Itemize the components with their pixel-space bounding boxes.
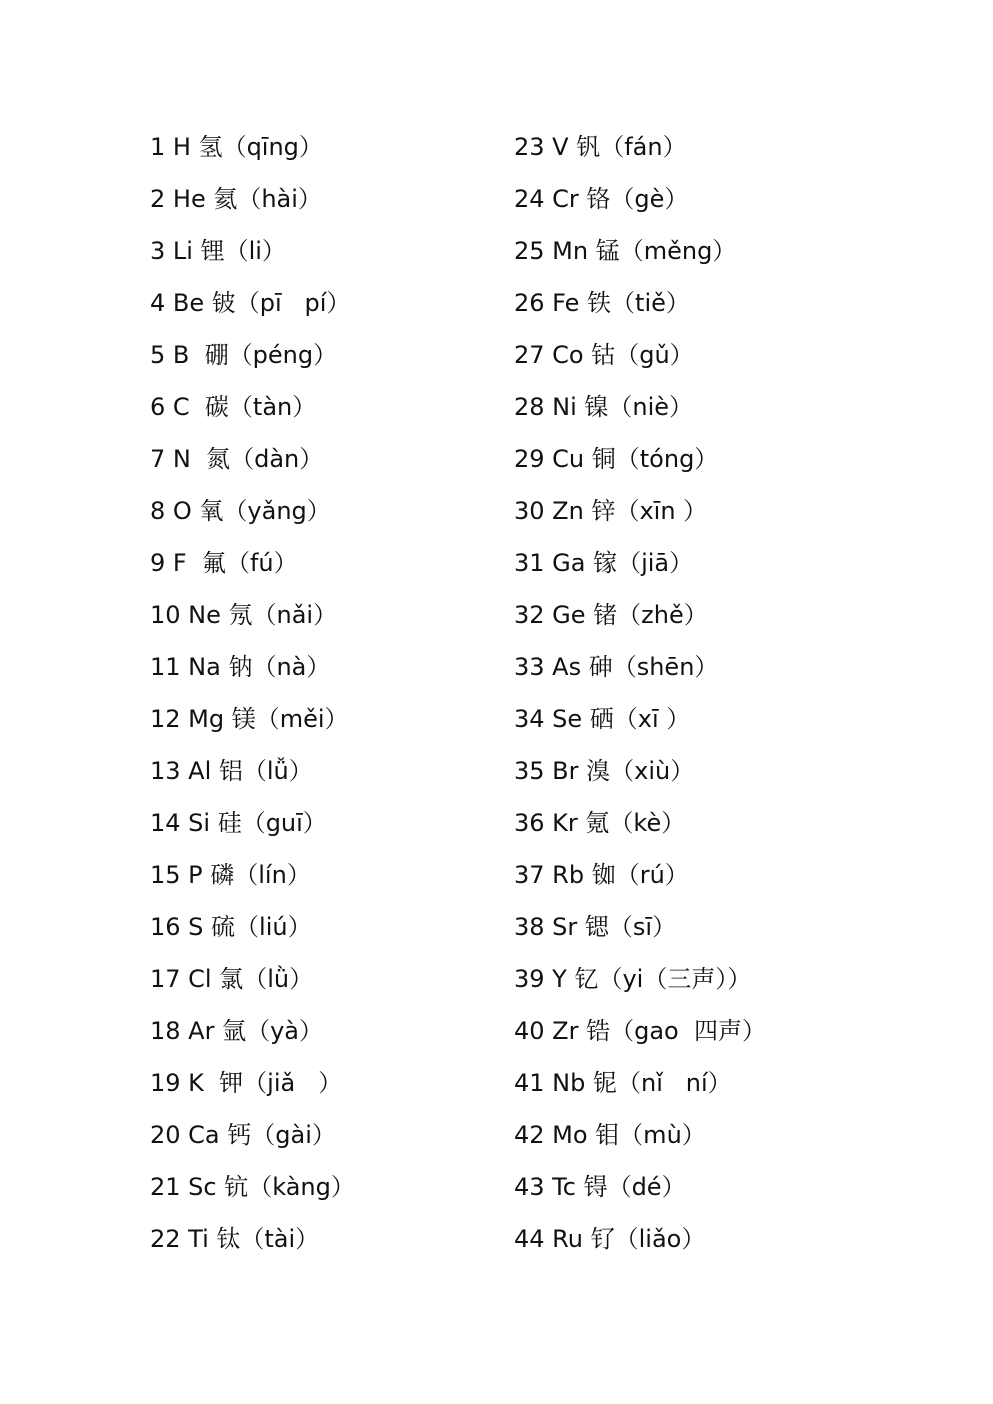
element-entry: 36 Kr 氪（kè）: [514, 809, 686, 837]
element-entry: 44 Ru 钌（liǎo）: [514, 1225, 706, 1253]
element-entry: 32 Ge 锗（zhě）: [514, 601, 708, 629]
element-entry: 15 P 磷（lín）: [150, 861, 311, 889]
element-entry: 4 Be 铍（pī pí）: [150, 289, 351, 317]
element-entry: 16 S 硫（liú）: [150, 913, 312, 941]
element-entry: 14 Si 硅（guī）: [150, 809, 327, 837]
element-list-right: [514, 121, 874, 1265]
element-entry: 39 Y 钇（yi（三声））: [514, 965, 752, 993]
element-entry: 8 O 氧（yǎng）: [150, 497, 331, 525]
element-list-left: [150, 121, 490, 1265]
element-entry: 12 Mg 镁（měi）: [150, 705, 349, 733]
element-entry: 30 Zn 锌（xīn ）: [514, 497, 708, 525]
element-entry: 26 Fe 铁（tiě）: [514, 289, 690, 317]
element-entry: 34 Se 硒（xī ）: [514, 705, 691, 733]
element-entry: 42 Mo 钼（mù）: [514, 1121, 706, 1149]
element-entry: 9 F 氟（fú）: [150, 549, 298, 577]
element-entry: 31 Ga 镓（jiā）: [514, 549, 694, 577]
element-entry: 13 Al 铝（lǚ）: [150, 757, 313, 785]
element-entry: 2 He 氦（hài）: [150, 185, 322, 213]
element-entry: 27 Co 钴（gǔ）: [514, 341, 694, 369]
element-entry: 43 Tc 锝（dé）: [514, 1173, 686, 1201]
element-entry: 40 Zr 锆（gao 四声）: [514, 1017, 766, 1045]
element-entry: 19 K 钾（jiǎ ）: [150, 1069, 343, 1097]
element-entry: 1 H 氢（qīng）: [150, 133, 323, 161]
element-entry: 20 Ca 钙（gài）: [150, 1121, 336, 1149]
element-entry: 33 As 砷（shēn）: [514, 653, 719, 681]
element-entry: 6 C 碳（tàn）: [150, 393, 317, 421]
element-entry: 10 Ne 氖（nǎi）: [150, 601, 338, 629]
element-entry: 25 Mn 锰（měng）: [514, 237, 737, 265]
element-entry: 24 Cr 铬（gè）: [514, 185, 689, 213]
element-entry: 38 Sr 锶（sī）: [514, 913, 677, 941]
element-entry: 35 Br 溴（xiù）: [514, 757, 695, 785]
element-entry: 29 Cu 铜（tóng）: [514, 445, 719, 473]
element-entry: 5 B 硼（péng）: [150, 341, 338, 369]
element-entry: 37 Rb 铷（rú）: [514, 861, 689, 889]
element-entry: 17 Cl 氯（lǜ）: [150, 965, 314, 993]
element-entry: 18 Ar 氩（yà）: [150, 1017, 323, 1045]
element-entry: 21 Sc 钪（kàng）: [150, 1173, 355, 1201]
element-entry: 22 Ti 钛（tài）: [150, 1225, 320, 1253]
element-entry: 28 Ni 镍（niè）: [514, 393, 694, 421]
element-entry: 7 N 氮（dàn）: [150, 445, 324, 473]
element-entry: 23 V 钒（fán）: [514, 133, 687, 161]
element-entry: 41 Nb 铌（nǐ ní）: [514, 1069, 732, 1097]
element-entry: 11 Na 钠（nà）: [150, 653, 331, 681]
element-entry: 3 Li 锂（li）: [150, 237, 286, 265]
